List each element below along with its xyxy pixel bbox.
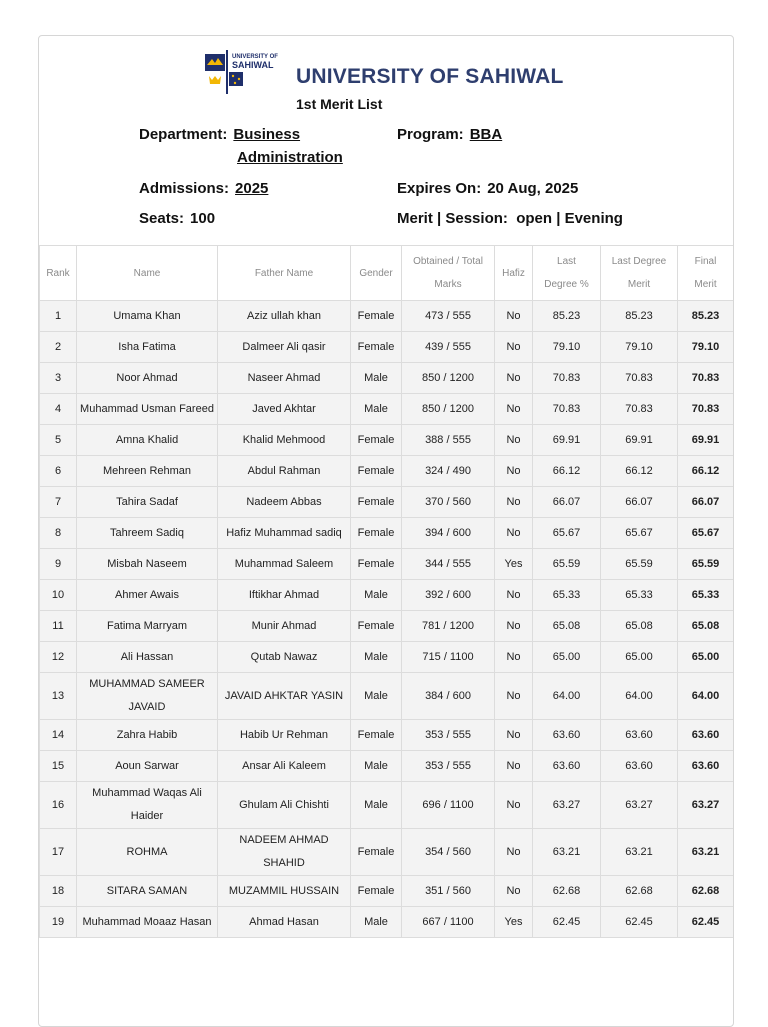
final-merit-cell: 66.12: [678, 456, 734, 487]
final-merit-cell: 63.60: [678, 720, 734, 751]
name-cell: Zahra Habib: [77, 720, 218, 751]
table-row: [40, 456, 734, 487]
last-degree-percent-cell: 70.83: [533, 394, 601, 425]
table-row: [40, 394, 734, 425]
father-name-cell: NADEEM AHMAD SHAHID: [218, 829, 351, 876]
marks-cell: 667 / 1100: [402, 907, 495, 938]
last-degree-merit-cell: 63.60: [601, 720, 678, 751]
last-degree-percent-cell: 62.45: [533, 907, 601, 938]
rank-cell: 6: [40, 456, 77, 487]
gender-cell: Female: [351, 332, 402, 363]
name-cell: Tahreem Sadiq: [77, 518, 218, 549]
last-degree-percent-cell: 69.91: [533, 425, 601, 456]
final-merit-cell: 65.59: [678, 549, 734, 580]
hafiz-cell: No: [495, 751, 533, 782]
last-degree-merit-cell: 65.59: [601, 549, 678, 580]
final-merit-cell: 65.00: [678, 642, 734, 673]
hafiz-cell: No: [495, 487, 533, 518]
name-cell: Mehreen Rehman: [77, 456, 218, 487]
department-value-line1: Business: [233, 126, 301, 143]
father-name-cell: JAVAID AHKTAR YASIN: [218, 673, 351, 720]
header-marks: Obtained / Total Marks: [402, 246, 495, 301]
rank-cell: 17: [40, 829, 77, 876]
gender-cell: Female: [351, 829, 402, 876]
table-row: [40, 907, 734, 938]
father-name-cell: Munir Ahmad: [218, 611, 351, 642]
last-degree-merit-cell: 70.83: [601, 394, 678, 425]
father-name-cell: Iftikhar Ahmad: [218, 580, 351, 611]
final-merit-cell: 62.68: [678, 876, 734, 907]
last-degree-merit-cell: 69.91: [601, 425, 678, 456]
final-merit-cell: 66.07: [678, 487, 734, 518]
hafiz-cell: No: [495, 673, 533, 720]
rank-cell: 3: [40, 363, 77, 394]
gender-cell: Male: [351, 363, 402, 394]
final-merit-cell: 70.83: [678, 394, 734, 425]
name-cell: Aoun Sarwar: [77, 751, 218, 782]
logo-text-line1: UNIVERSITY OF: [232, 54, 278, 60]
father-name-cell: Nadeem Abbas: [218, 487, 351, 518]
rank-cell: 7: [40, 487, 77, 518]
rank-cell: 12: [40, 642, 77, 673]
final-merit-cell: 65.67: [678, 518, 734, 549]
last-degree-percent-cell: 65.67: [533, 518, 601, 549]
marks-cell: 353 / 555: [402, 720, 495, 751]
gender-cell: Male: [351, 907, 402, 938]
department-label: Department:: [139, 126, 228, 143]
table-row: [40, 829, 734, 876]
gender-cell: Female: [351, 301, 402, 332]
last-degree-merit-cell: 63.21: [601, 829, 678, 876]
gender-cell: Female: [351, 487, 402, 518]
last-degree-merit-cell: 64.00: [601, 673, 678, 720]
final-merit-cell: 63.21: [678, 829, 734, 876]
last-degree-merit-cell: 65.08: [601, 611, 678, 642]
gender-cell: Female: [351, 425, 402, 456]
hafiz-cell: No: [495, 332, 533, 363]
seats-value: 100: [190, 210, 216, 227]
last-degree-merit-cell: 66.12: [601, 456, 678, 487]
header-hafiz: Hafiz: [495, 246, 533, 301]
last-degree-merit-cell: 62.68: [601, 876, 678, 907]
merit-list-title: 1st Merit List: [296, 96, 383, 112]
gender-cell: Male: [351, 751, 402, 782]
marks-cell: 353 / 555: [402, 751, 495, 782]
name-cell: Noor Ahmad: [77, 363, 218, 394]
hafiz-cell: No: [495, 782, 533, 829]
program-field: [397, 123, 502, 146]
last-degree-percent-cell: 70.83: [533, 363, 601, 394]
table-row: [40, 363, 734, 394]
last-degree-percent-cell: 62.68: [533, 876, 601, 907]
hafiz-cell: Yes: [495, 549, 533, 580]
last-degree-merit-cell: 62.45: [601, 907, 678, 938]
father-name-cell: Javed Akhtar: [218, 394, 351, 425]
marks-cell: 781 / 1200: [402, 611, 495, 642]
last-degree-merit-cell: 63.60: [601, 751, 678, 782]
marks-cell: 324 / 490: [402, 456, 495, 487]
table-row: [40, 876, 734, 907]
hafiz-cell: No: [495, 642, 533, 673]
gender-cell: Female: [351, 456, 402, 487]
marks-cell: 388 / 555: [402, 425, 495, 456]
last-degree-merit-cell: 70.83: [601, 363, 678, 394]
last-degree-merit-cell: 65.67: [601, 518, 678, 549]
seats-label: Seats:: [139, 210, 185, 227]
hafiz-cell: No: [495, 720, 533, 751]
last-degree-percent-cell: 65.59: [533, 549, 601, 580]
hafiz-cell: No: [495, 518, 533, 549]
gender-cell: Male: [351, 642, 402, 673]
logo-text-line2: SAHIWAL: [232, 60, 274, 70]
father-name-cell: Muhammad Saleem: [218, 549, 351, 580]
gender-cell: Male: [351, 394, 402, 425]
admissions-field: [139, 177, 268, 200]
name-cell: MUHAMMAD SAMEER JAVAID: [77, 673, 218, 720]
name-cell: Umama Khan: [77, 301, 218, 332]
department-value-line2: Administration: [237, 149, 343, 166]
father-name-cell: Qutab Nawaz: [218, 642, 351, 673]
marks-cell: 354 / 560: [402, 829, 495, 876]
rank-cell: 2: [40, 332, 77, 363]
name-cell: ROHMA: [77, 829, 218, 876]
name-cell: Isha Fatima: [77, 332, 218, 363]
merit-list-card: [38, 35, 734, 1027]
last-degree-merit-cell: 85.23: [601, 301, 678, 332]
last-degree-percent-cell: 65.08: [533, 611, 601, 642]
table-row: [40, 425, 734, 456]
final-merit-cell: 79.10: [678, 332, 734, 363]
last-degree-percent-cell: 64.00: [533, 673, 601, 720]
gender-cell: Female: [351, 720, 402, 751]
last-degree-merit-cell: 79.10: [601, 332, 678, 363]
name-cell: Ali Hassan: [77, 642, 218, 673]
program-value: BBA: [469, 126, 503, 143]
rank-cell: 14: [40, 720, 77, 751]
table-row: [40, 518, 734, 549]
last-degree-percent-cell: 63.60: [533, 720, 601, 751]
marks-cell: 850 / 1200: [402, 394, 495, 425]
last-degree-percent-cell: 63.27: [533, 782, 601, 829]
last-degree-percent-cell: 63.60: [533, 751, 601, 782]
gender-cell: Female: [351, 549, 402, 580]
marks-cell: 473 / 555: [402, 301, 495, 332]
gender-cell: Female: [351, 518, 402, 549]
father-name-cell: Khalid Mehmood: [218, 425, 351, 456]
program-label: Program:: [397, 126, 464, 143]
expires-label: Expires On:: [397, 180, 482, 197]
table-row: [40, 673, 734, 720]
name-cell: SITARA SAMAN: [77, 876, 218, 907]
name-cell: Tahira Sadaf: [77, 487, 218, 518]
name-cell: Amna Khalid: [77, 425, 218, 456]
marks-cell: 370 / 560: [402, 487, 495, 518]
marks-cell: 392 / 600: [402, 580, 495, 611]
table-row: [40, 782, 734, 829]
father-name-cell: Ahmad Hasan: [218, 907, 351, 938]
department-field: [139, 123, 343, 169]
father-name-cell: Naseer Ahmad: [218, 363, 351, 394]
father-name-cell: Ghulam Ali Chishti: [218, 782, 351, 829]
hafiz-cell: No: [495, 363, 533, 394]
final-merit-cell: 63.27: [678, 782, 734, 829]
header-gender: Gender: [351, 246, 402, 301]
hafiz-cell: No: [495, 876, 533, 907]
final-merit-cell: 62.45: [678, 907, 734, 938]
last-degree-merit-cell: 66.07: [601, 487, 678, 518]
final-merit-cell: 69.91: [678, 425, 734, 456]
last-degree-percent-cell: 63.21: [533, 829, 601, 876]
header-rank: Rank: [40, 246, 77, 301]
table-row: [40, 301, 734, 332]
name-cell: Muhammad Waqas Ali Haider: [77, 782, 218, 829]
admissions-value: 2025: [235, 180, 269, 197]
father-name-cell: Habib Ur Rehman: [218, 720, 351, 751]
header-final-merit: Final Merit: [678, 246, 734, 301]
last-degree-percent-cell: 65.00: [533, 642, 601, 673]
hafiz-cell: No: [495, 580, 533, 611]
hafiz-cell: No: [495, 425, 533, 456]
rank-cell: 4: [40, 394, 77, 425]
admissions-label: Admissions:: [139, 180, 230, 197]
last-degree-percent-cell: 85.23: [533, 301, 601, 332]
university-name: UNIVERSITY OF SAHIWAL: [296, 65, 564, 88]
expires-field: [397, 177, 578, 200]
last-degree-percent-cell: 79.10: [533, 332, 601, 363]
marks-cell: 439 / 555: [402, 332, 495, 363]
final-merit-cell: 63.60: [678, 751, 734, 782]
father-name-cell: Hafiz Muhammad sadiq: [218, 518, 351, 549]
university-logo: [205, 50, 281, 98]
rank-cell: 19: [40, 907, 77, 938]
table-row: [40, 642, 734, 673]
hafiz-cell: No: [495, 394, 533, 425]
rank-cell: 16: [40, 782, 77, 829]
header-name: Name: [77, 246, 218, 301]
header-last-degree-merit: Last Degree Merit: [601, 246, 678, 301]
name-cell: Misbah Naseem: [77, 549, 218, 580]
final-merit-cell: 85.23: [678, 301, 734, 332]
rank-cell: 13: [40, 673, 77, 720]
last-degree-percent-cell: 66.12: [533, 456, 601, 487]
rank-cell: 5: [40, 425, 77, 456]
seats-field: [139, 207, 215, 230]
gender-cell: Female: [351, 876, 402, 907]
marks-cell: 384 / 600: [402, 673, 495, 720]
father-name-cell: Dalmeer Ali qasir: [218, 332, 351, 363]
father-name-cell: Abdul Rahman: [218, 456, 351, 487]
hafiz-cell: No: [495, 301, 533, 332]
last-degree-percent-cell: 65.33: [533, 580, 601, 611]
header-last-degree-percent: Last Degree %: [533, 246, 601, 301]
final-merit-cell: 70.83: [678, 363, 734, 394]
rank-cell: 18: [40, 876, 77, 907]
gender-cell: Female: [351, 611, 402, 642]
rank-cell: 10: [40, 580, 77, 611]
merit-session-field: Merit | Session: open | Evening: [397, 210, 623, 227]
marks-cell: 696 / 1100: [402, 782, 495, 829]
table-row: [40, 611, 734, 642]
table-header-row: [40, 246, 734, 301]
father-name-cell: Aziz ullah khan: [218, 301, 351, 332]
gender-cell: Male: [351, 580, 402, 611]
last-degree-merit-cell: 63.27: [601, 782, 678, 829]
father-name-cell: MUZAMMIL HUSSAIN: [218, 876, 351, 907]
final-merit-cell: 64.00: [678, 673, 734, 720]
last-degree-percent-cell: 66.07: [533, 487, 601, 518]
header-father-name: Father Name: [218, 246, 351, 301]
name-cell: Muhammad Moaaz Hasan: [77, 907, 218, 938]
table-row: [40, 487, 734, 518]
table-row: [40, 549, 734, 580]
hafiz-cell: No: [495, 456, 533, 487]
marks-cell: 344 / 555: [402, 549, 495, 580]
gender-cell: Male: [351, 782, 402, 829]
name-cell: Ahmer Awais: [77, 580, 218, 611]
last-degree-merit-cell: 65.00: [601, 642, 678, 673]
marks-cell: 394 / 600: [402, 518, 495, 549]
table-row: [40, 332, 734, 363]
marks-cell: 351 / 560: [402, 876, 495, 907]
rank-cell: 1: [40, 301, 77, 332]
table-row: [40, 580, 734, 611]
marks-cell: 850 / 1200: [402, 363, 495, 394]
hafiz-cell: No: [495, 829, 533, 876]
marks-cell: 715 / 1100: [402, 642, 495, 673]
final-merit-cell: 65.08: [678, 611, 734, 642]
final-merit-cell: 65.33: [678, 580, 734, 611]
hafiz-cell: No: [495, 611, 533, 642]
merit-table: [39, 245, 734, 938]
table-row: [40, 720, 734, 751]
rank-cell: 9: [40, 549, 77, 580]
rank-cell: 11: [40, 611, 77, 642]
rank-cell: 8: [40, 518, 77, 549]
last-degree-merit-cell: 65.33: [601, 580, 678, 611]
gender-cell: Male: [351, 673, 402, 720]
name-cell: Muhammad Usman Fareed: [77, 394, 218, 425]
name-cell: Fatima Marryam: [77, 611, 218, 642]
rank-cell: 15: [40, 751, 77, 782]
expires-value: 20 Aug, 2025: [487, 180, 579, 197]
table-row: [40, 751, 734, 782]
father-name-cell: Ansar Ali Kaleem: [218, 751, 351, 782]
hafiz-cell: Yes: [495, 907, 533, 938]
